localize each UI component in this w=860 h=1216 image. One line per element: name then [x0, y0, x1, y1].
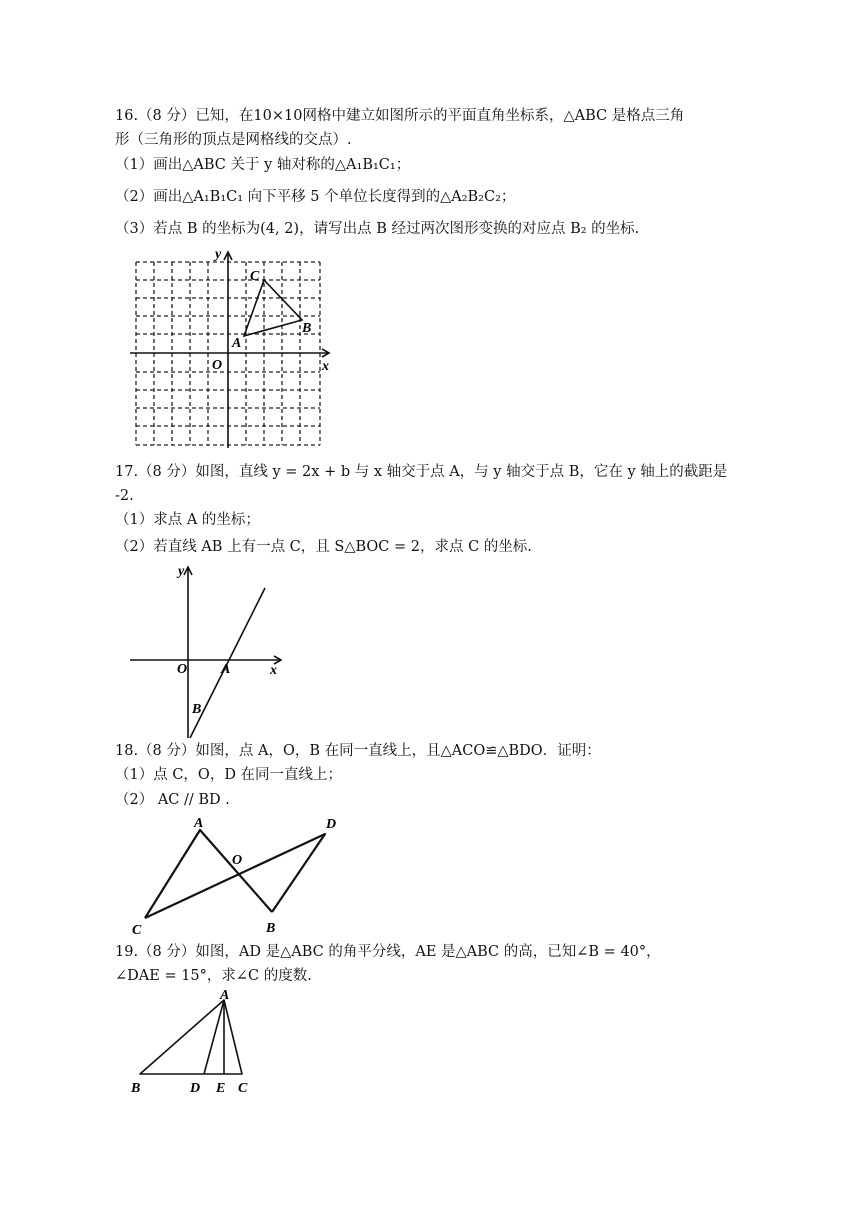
q17-origin-label: O: [177, 662, 188, 677]
q18-point-b-label: B: [266, 921, 276, 936]
q19-point-e-label: E: [216, 1081, 226, 1096]
q18-line-1: 18.（8 分）如图，点 A，O，B 在同一直线上，且△ACO≌△BDO．证明：: [115, 743, 601, 759]
q17-point-b-label: B: [192, 702, 202, 717]
q16-line-2: 形（三角形的顶点是网格线的交点）.: [115, 132, 352, 148]
q17-line-figure: [128, 562, 288, 738]
q16-line-1: 16.（8 分）已知，在10×10网格中建立如图所示的平面直角坐标系，△ABC 是格点三角: [115, 108, 685, 124]
q19-point-b-label: B: [131, 1081, 141, 1096]
q16-part-2: （2）画出△A₁B₁C₁ 向下平移 5 个单位长度得到的△A₂B₂C₂；: [115, 189, 516, 205]
q17-point-a-label: A: [221, 662, 231, 677]
q19-triangle-figure: [128, 988, 258, 1098]
q19-point-d-label: D: [190, 1081, 201, 1096]
q16-y-label: y: [215, 248, 222, 262]
q18-point-a-label: A: [194, 816, 204, 831]
q19-line-2: ∠DAE = 15°，求∠C 的度数.: [115, 968, 312, 984]
q16-grid-figure: [128, 248, 338, 453]
q17-part-2: （2）若直线 AB 上有一点 C，且 S△BOC = 2，求点 C 的坐标.: [115, 539, 532, 555]
q19-point-a-label: A: [220, 988, 230, 1003]
q16-part-1: （1）画出△ABC 关于 y 轴对称的△A₁B₁C₁；: [115, 157, 411, 173]
q16-part-3: （3）若点 B 的坐标为(4, 2)，请写出点 B 经过两次图形变换的对应点 B₂ 的坐标.: [115, 221, 640, 237]
q17-x-label: x: [270, 663, 277, 678]
q18-point-d-label: D: [326, 817, 337, 832]
q17-line-2: -2.: [115, 488, 134, 504]
q18-part-2: （2） AC // BD .: [115, 792, 230, 808]
q16-point-b-label: B: [302, 321, 312, 336]
q17-y-label: y: [178, 564, 185, 579]
q19-point-c-label: C: [238, 1081, 248, 1096]
q16-point-c-label: C: [250, 269, 260, 284]
q17-line-1: 17.（8 分）如图，直线 y = 2x + b 与 x 轴交于点 A，与 y 轴交于点 B，它在 y 轴上的截距是: [115, 464, 728, 480]
q18-point-c-label: C: [132, 923, 142, 936]
q16-point-a-label: A: [232, 336, 242, 351]
q18-part-1: （1）点 C，O，D 在同一直线上；: [115, 767, 343, 783]
q16-origin-label: O: [212, 358, 223, 373]
q17-part-1: （1）求点 A 的坐标；: [115, 512, 260, 528]
q18-triangles-figure: [128, 812, 350, 936]
q19-line-1: 19.（8 分）如图，AD 是△ABC 的角平分线，AE 是△ABC 的高，已知∠B = 40°，: [115, 944, 661, 960]
q18-point-o-label: O: [232, 853, 243, 868]
q16-x-label: x: [322, 359, 329, 374]
